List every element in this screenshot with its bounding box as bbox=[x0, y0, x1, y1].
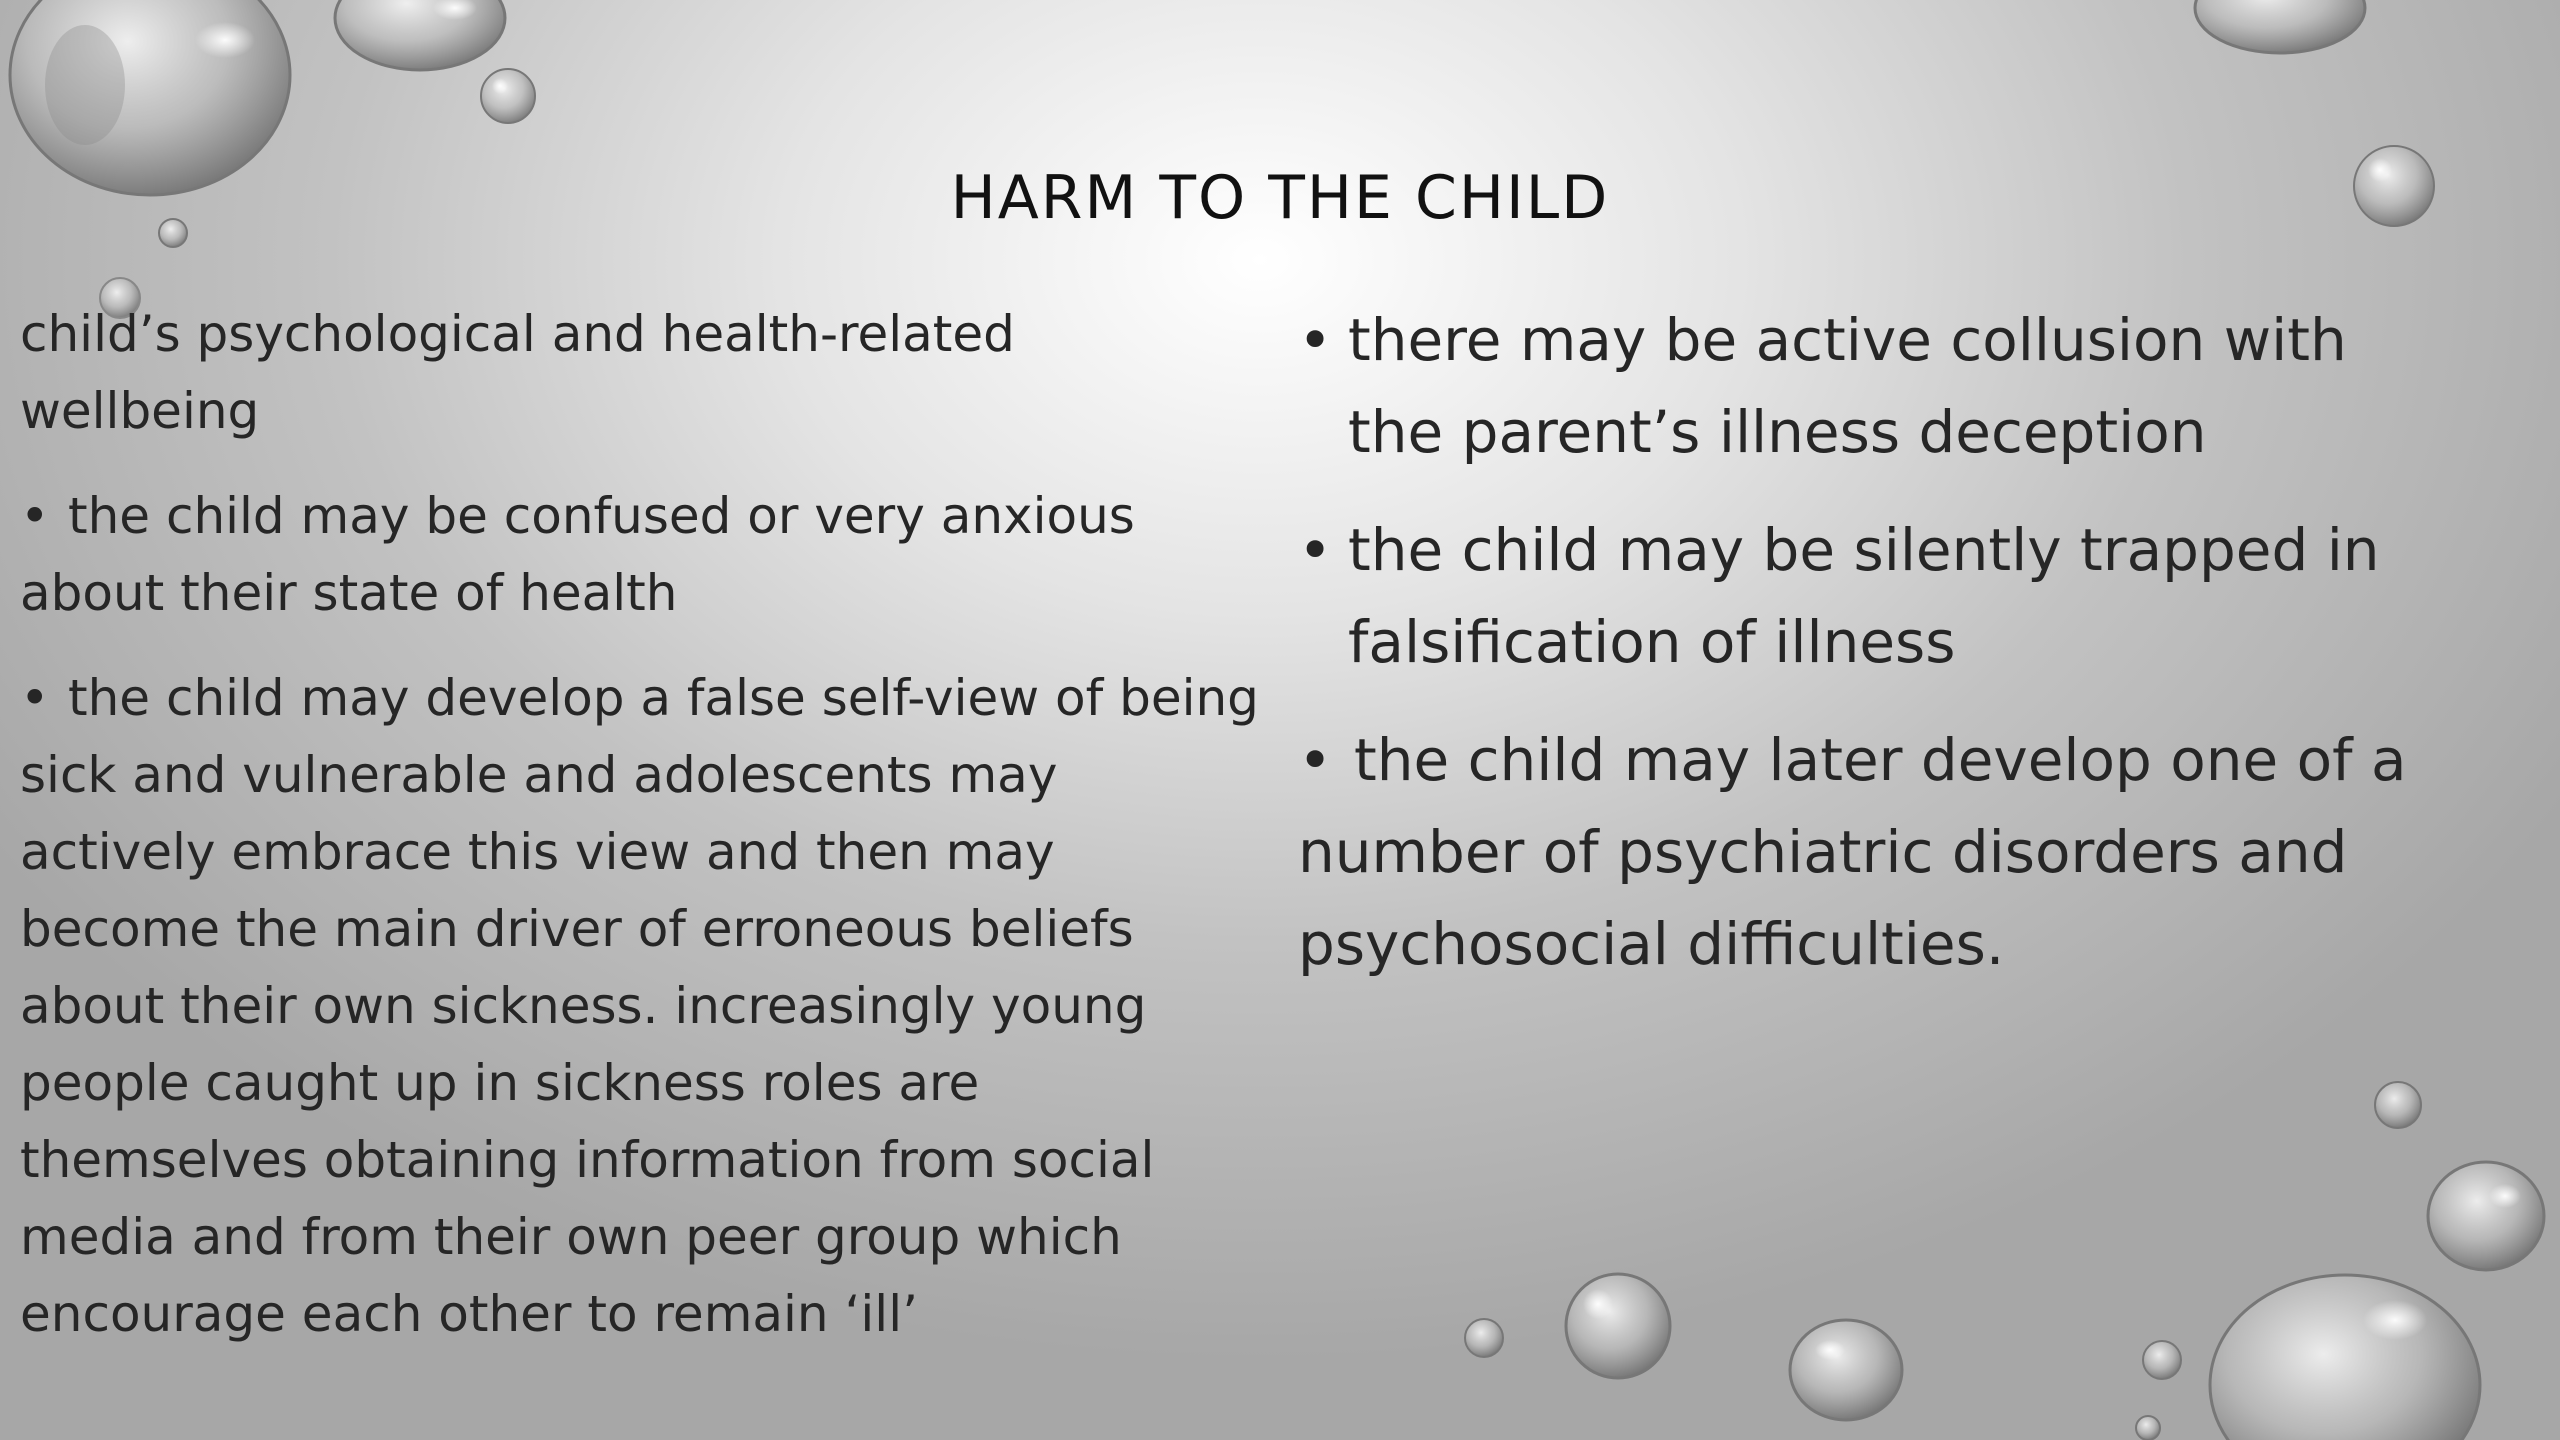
bullet-glyph: • bbox=[20, 487, 50, 545]
left-bullet-confused bbox=[20, 478, 1260, 632]
right-bullet-collusion bbox=[1298, 294, 2418, 478]
drop-bottom-center-c bbox=[1790, 1320, 1902, 1420]
bullet-glyph: • bbox=[1298, 306, 1333, 374]
left-paragraph-intro-text: child’s psychological and health-related wellbeing bbox=[20, 305, 1015, 440]
slide-title: HARM TO THE CHILD bbox=[950, 163, 1610, 233]
left-bullet-confused-text: the child may be confused or very anxious about their state of health bbox=[20, 487, 1135, 622]
drop-top-left-small bbox=[481, 69, 535, 123]
left-paragraph-intro bbox=[20, 296, 1260, 450]
bullet-glyph: • bbox=[20, 669, 50, 727]
left-column bbox=[20, 296, 1260, 1381]
drop-bottom-right-tiny bbox=[2136, 1416, 2160, 1440]
drop-bottom-right-small bbox=[2143, 1341, 2181, 1379]
right-bullet-trapped bbox=[1298, 504, 2418, 688]
right-bullet-trapped-text: the child may be silently trapped in falsification of illness bbox=[1348, 516, 2380, 676]
drop-bottom-center-a bbox=[1566, 1274, 1670, 1378]
drop-top-left-large bbox=[10, 0, 290, 195]
drop-right-middle bbox=[2375, 1082, 2421, 1128]
bullet-glyph: • bbox=[1298, 516, 1333, 584]
bullet-glyph: • bbox=[1298, 726, 1333, 794]
right-bullet-disorders-text: the child may later develop one of a number of psychiatric disorders and psychosocial difficulties. bbox=[1298, 726, 2407, 978]
drop-bottom-right-large bbox=[2210, 1275, 2480, 1440]
right-bullet-disorders bbox=[1298, 714, 2418, 990]
drop-top-left-medium bbox=[335, 0, 505, 70]
left-bullet-self-view-text: the child may develop a false self-view of being sick and vulnerable and adolescents may actively embrace this view and then may become the main driver of erroneous beliefs about their own sickness. increasingly young people caught up in sickness roles are themselves obtaining information from social media and from their own peer group which encourage each other to remain ‘ill’ bbox=[20, 669, 1259, 1343]
right-bullet-collusion-text: there may be active collusion with the parent’s illness deception bbox=[1348, 306, 2347, 466]
drop-bottom-right-a bbox=[2428, 1162, 2544, 1270]
right-column bbox=[1298, 294, 2418, 1016]
left-bullet-self-view bbox=[20, 660, 1260, 1353]
drop-bottom-center-b bbox=[1465, 1319, 1503, 1357]
drop-top-right bbox=[2195, 0, 2365, 53]
